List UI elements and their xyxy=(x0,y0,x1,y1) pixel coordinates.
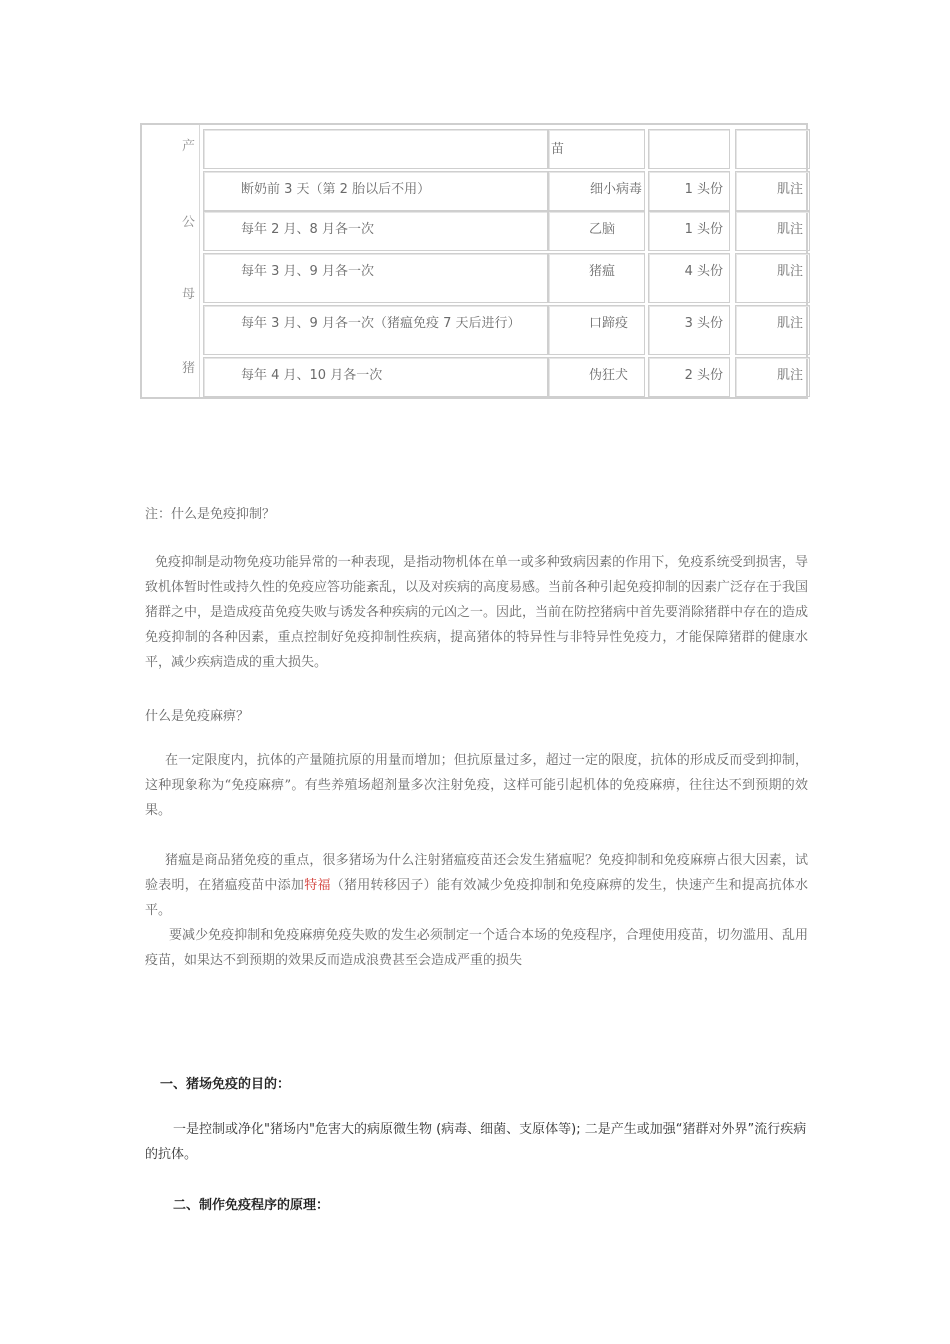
dose-cell xyxy=(648,253,730,303)
dose-cell xyxy=(648,357,730,397)
dose-cell xyxy=(648,171,730,211)
paragraph-reduce-failure: 要减少免疫抑制和免疫麻痹免疫失败的发生必须制定一个适合本场的免疫程序，合理使用疫苗，切勿滥用、乱用疫苗，如果达不到预期的效果反而造成浪费甚至会造成严重的损失 xyxy=(145,928,808,968)
dose-cell xyxy=(648,305,730,355)
side-char: 母 xyxy=(182,287,196,302)
vaccine-text: 细小病毒 xyxy=(589,182,642,197)
header-text: 苗 xyxy=(551,142,565,157)
timing-text: 每年 3 月、9 月各一次（猪瘟免疫 7 天后进行） xyxy=(241,316,521,331)
vaccine-cell xyxy=(548,211,645,251)
note-title: 注：什么是免疫抑制？ xyxy=(145,507,276,522)
method-cell xyxy=(735,305,810,355)
side-char: 产 xyxy=(182,139,196,154)
dose-text: 4 头份 xyxy=(684,264,723,279)
method-text: 肌注 xyxy=(776,264,803,279)
dose-cell xyxy=(648,211,730,251)
side-char: 猪 xyxy=(182,361,196,376)
method-cell xyxy=(735,357,810,397)
method-text: 肌注 xyxy=(776,222,803,237)
method-text: 肌注 xyxy=(776,182,803,197)
vaccine-cell xyxy=(548,357,645,397)
dose-text: 1 头份 xyxy=(684,182,723,197)
vaccine-cell xyxy=(548,305,645,355)
table-header-cell xyxy=(203,129,548,169)
table-header-cell xyxy=(548,129,645,169)
product-link[interactable]: 特福 xyxy=(304,878,331,893)
paragraph-swine-fever xyxy=(145,848,808,923)
dose-text: 2 头份 xyxy=(684,368,723,383)
paragraph-immune-paralysis: 在一定限度内，抗体的产量随抗原的用量而增加；但抗原量过多，超过一定的限度，抗体的形成反而受到抑制，这种现象称为“免疫麻痹”。有些养殖场超剂量多次注射免疫，这样可能引起机体的免疫麻痹，往往达不到预期的效果。 xyxy=(145,753,808,818)
paragraph-text: 猪瘟是商品猪免疫的重点，很多猪场为什么注射猪瘟疫苗还会发生猪瘟呢？免疫抑制和免疫麻痹占很大因素，试验表明，在猪瘟疫苗中添加 xyxy=(145,853,808,893)
timing-text: 断奶前 3 天（第 2 胎以后不用） xyxy=(241,182,431,197)
method-cell xyxy=(735,171,810,211)
table-header-cell xyxy=(648,129,730,169)
method-text: 肌注 xyxy=(776,368,803,383)
table-row xyxy=(203,305,548,355)
table-row xyxy=(203,211,548,251)
section-heading-principle: 二、制作免疫程序的原理： xyxy=(173,1198,330,1213)
vaccine-text: 乙脑 xyxy=(589,222,616,237)
table-header-cell xyxy=(735,129,810,169)
paragraph-purpose: 一是控制或净化"猪场内"危害大的病原微生物 (病毒、细菌、支原体等); 二是产生或加强“猪群对外界”流行疾病的抗体。 xyxy=(145,1122,807,1162)
table-side-label xyxy=(142,125,200,397)
vaccine-cell xyxy=(548,171,645,211)
vaccine-cell xyxy=(548,253,645,303)
method-cell xyxy=(735,253,810,303)
immunization-table xyxy=(140,123,808,399)
paragraph-text: （猪用转移因子）能有效减少免疫抑制和免疫麻痹的发生，快速产生和提高抗体水平。 xyxy=(145,878,808,918)
dose-text: 1 头份 xyxy=(684,222,723,237)
vaccine-text: 口蹄疫 xyxy=(589,316,629,331)
section-heading-purpose: 一、猪场免疫的目的： xyxy=(160,1077,291,1092)
method-text: 肌注 xyxy=(776,316,803,331)
timing-text: 每年 2 月、8 月各一次 xyxy=(241,222,374,237)
table-row xyxy=(203,357,548,397)
table-row xyxy=(203,253,548,303)
paragraph-immune-suppression: 免疫抑制是动物免疫功能异常的一种表现，是指动物机体在单一或多种致病因素的作用下，免疫系统受到损害，导致机体暂时性或持久性的免疫应答功能紊乱，以及对疾病的高度易感。当前各种引起免疫抑制的因素广泛存在于我国猪群之中，是造成疫苗免疫失败与诱发各种疾病的元凶之一。因此，当前在防控猪病中首先要消除猪群中存在的造成免疫抑制的各种因素，重点控制好免疫抑制性疾病，提高猪体的特异性与非特异性免疫力，才能保障猪群的健康水平，减少疾病造成的重大损失。 xyxy=(145,555,809,670)
timing-text: 每年 4 月、10 月各一次 xyxy=(241,368,383,383)
method-cell xyxy=(735,211,810,251)
timing-text: 每年 3 月、9 月各一次 xyxy=(241,264,374,279)
side-char: 公 xyxy=(182,215,196,230)
question-immune-paralysis: 什么是免疫麻痹？ xyxy=(145,709,250,724)
dose-text: 3 头份 xyxy=(684,316,723,331)
vaccine-text: 伪狂犬 xyxy=(589,368,629,383)
table-row xyxy=(203,171,548,211)
vaccine-text: 猪瘟 xyxy=(589,264,616,279)
